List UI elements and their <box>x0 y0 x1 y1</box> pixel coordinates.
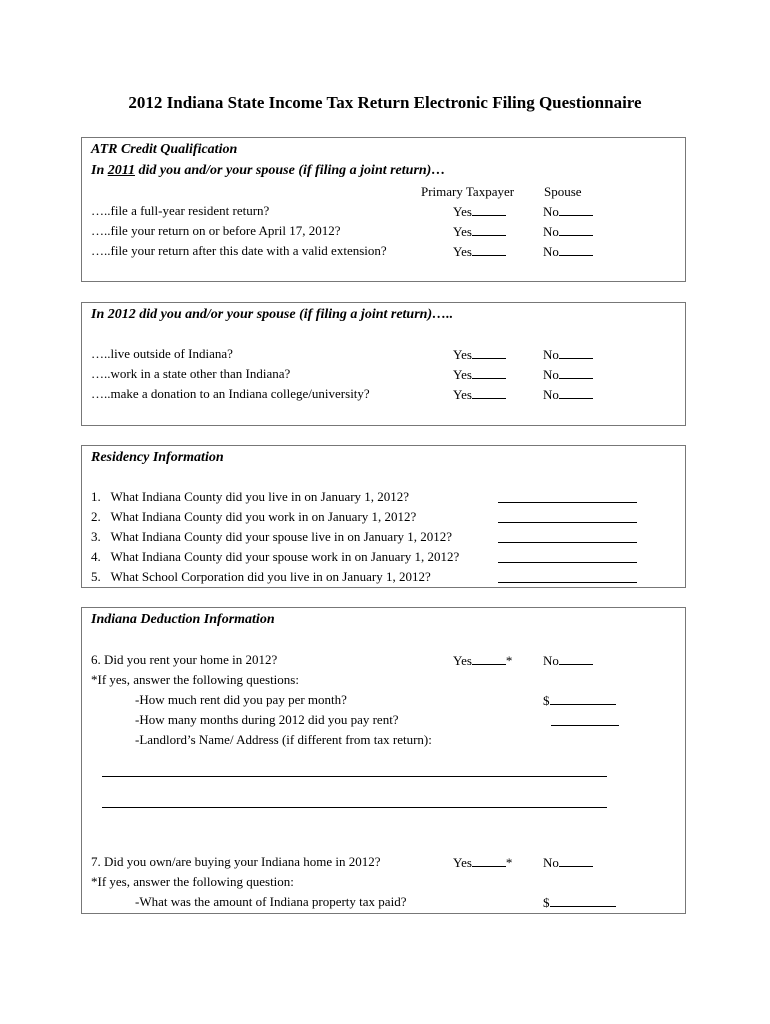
landlord-line-2[interactable] <box>102 807 607 808</box>
residency-heading: Residency Information <box>91 450 224 465</box>
atr-q1-yes-field[interactable]: Yes <box>453 203 506 220</box>
deduction-section <box>81 607 686 914</box>
y2012-q2-no-field[interactable]: No <box>543 366 593 383</box>
residency-q4-answer-field[interactable] <box>498 562 637 563</box>
q6-yes-field[interactable]: Yes * <box>453 653 513 668</box>
col-primary-taxpayer: Primary Taxpayer <box>421 184 515 199</box>
q6-landlord-label: -Landlord’s Name/ Address (if different from tax return): <box>135 732 432 747</box>
atr-q2: …..file your return on or before April 17, 2012? <box>91 223 341 238</box>
q6-no-field[interactable]: No <box>543 652 593 669</box>
q6-rent-amount-label: -How much rent did you pay per month? <box>135 692 347 707</box>
residency-q5-answer-field[interactable] <box>498 582 637 583</box>
residency-item: 2. What Indiana County did you work in on January 1, 2012? <box>91 509 417 524</box>
q7-property-tax-field[interactable]: $ <box>543 894 616 911</box>
y2012-q3: …..make a donation to an Indiana college/university? <box>91 386 370 401</box>
col-spouse: Spouse <box>544 184 582 199</box>
residency-item: 1. What Indiana County did you live in on January 1, 2012? <box>91 489 410 504</box>
atr-q1: …..file a full-year resident return? <box>91 203 270 218</box>
atr-heading: ATR Credit Qualification <box>91 142 238 157</box>
page-title: 2012 Indiana State Income Tax Return Electronic Filing Questionnaire <box>128 93 642 112</box>
atr-credit-section <box>81 137 686 282</box>
y2012-section <box>81 302 686 426</box>
q7-yes-field[interactable]: Yes * <box>453 855 513 870</box>
residency-q1-answer-field[interactable] <box>498 502 637 503</box>
residency-item: 3. What Indiana County did your spouse live in on January 1, 2012? <box>91 529 453 544</box>
q7-no-field[interactable]: No <box>543 854 593 871</box>
deduction-heading: Indiana Deduction Information <box>91 612 275 627</box>
q6-months-field[interactable] <box>551 725 619 726</box>
residency-q3-answer-field[interactable] <box>498 542 637 543</box>
y2012-q1: …..live outside of Indiana? <box>91 346 233 361</box>
y2012-q1-no-field[interactable]: No <box>543 346 593 363</box>
atr-q3-no-field[interactable]: No <box>543 243 593 260</box>
q6-rent-question: 6. Did you rent your home in 2012? <box>91 652 278 667</box>
y2012-q3-yes-field[interactable]: Yes <box>453 386 506 403</box>
atr-q1-no-field[interactable]: No <box>543 203 593 220</box>
landlord-line-1[interactable] <box>102 776 607 777</box>
atr-q2-yes-field[interactable]: Yes <box>453 223 506 240</box>
residency-section <box>81 445 686 588</box>
y2012-q3-no-field[interactable]: No <box>543 386 593 403</box>
q6-months-label: -How many months during 2012 did you pay rent? <box>135 712 399 727</box>
y2012-q1-yes-field[interactable]: Yes <box>453 346 506 363</box>
q7-own-home-question: 7. Did you own/are buying your Indiana home in 2012? <box>91 854 381 869</box>
y2012-heading: In 2012 did you and/or your spouse (if filing a joint return)….. <box>91 307 454 322</box>
q6-if-yes-note: *If yes, answer the following questions: <box>91 672 299 687</box>
atr-subheading: In 2011 did you and/or your spouse (if filing a joint return)… <box>91 163 446 178</box>
atr-q2-no-field[interactable]: No <box>543 223 593 240</box>
atr-q3: …..file your return after this date with a valid extension? <box>91 243 387 258</box>
atr-q3-yes-field[interactable]: Yes <box>453 243 506 260</box>
y2012-q2: …..work in a state other than Indiana? <box>91 366 291 381</box>
residency-q2-answer-field[interactable] <box>498 522 637 523</box>
residency-item: 4. What Indiana County did your spouse work in on January 1, 2012? <box>91 549 460 564</box>
q7-if-yes-note: *If yes, answer the following question: <box>91 874 294 889</box>
residency-item: 5. What School Corporation did you live in on January 1, 2012? <box>91 569 431 584</box>
q7-property-tax-label: -What was the amount of Indiana property tax paid? <box>135 894 407 909</box>
q6-rent-amount-field[interactable]: $ <box>543 692 616 709</box>
y2012-q2-yes-field[interactable]: Yes <box>453 366 506 383</box>
